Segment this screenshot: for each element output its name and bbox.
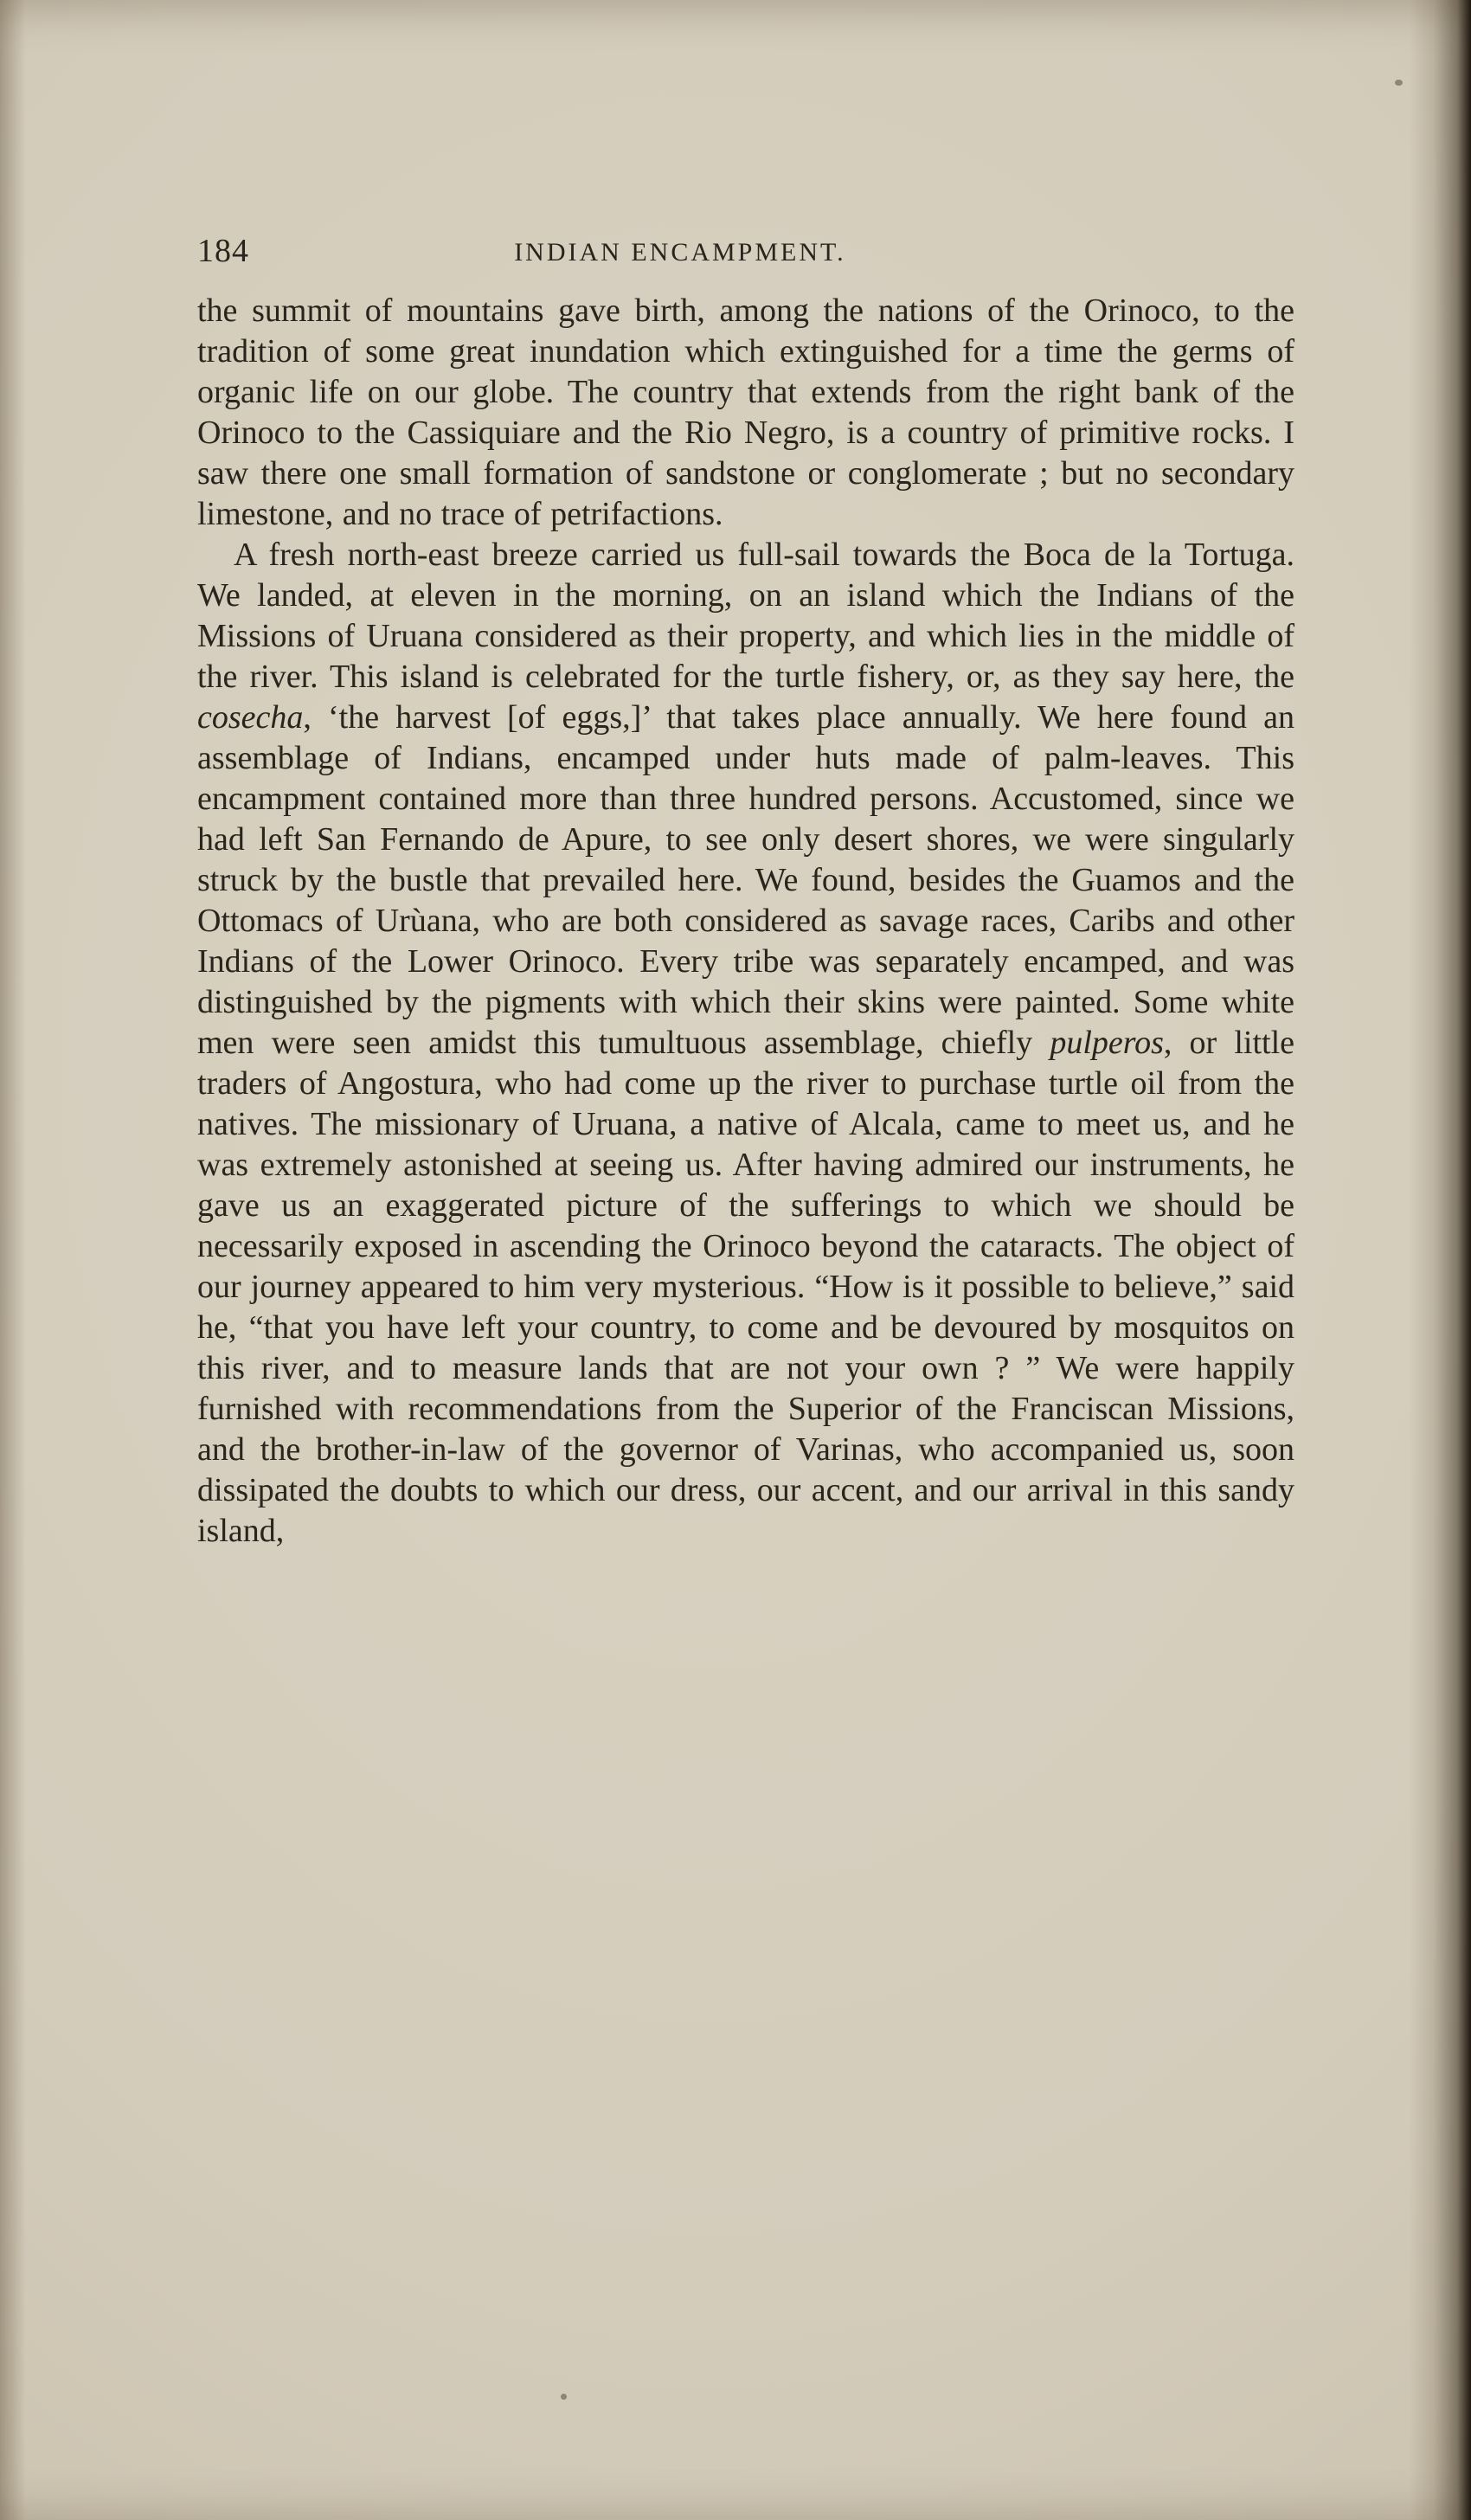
- scan-artifact: [561, 2394, 567, 2400]
- paragraph: [197, 291, 1294, 535]
- paragraph: [197, 535, 1294, 1552]
- text-segment: , or little traders of Angostura, who had come up the river to purchase turtle oil from the natives. The missionary of Uruana, a native of Alcala, came to meet us, and he was extremely astonished at seeing us. After having admired our instruments, he gave us an exaggerated picture of the sufferings to which we should be necessarily exposed in ascending the Orinoco beyond the cataracts. The object of our journey appeared to him very mysterious. “How is it possible to believe,” said he, “that you have left your country, to come and be devoured by mosquitos on this river, and to measure lands that are not your own ? ” We were happily furnished with recommendations from the Superior of the Franciscan Missions, and the brother-in-law of the governor of Varinas, who accompanied us, soon dissipated the doubts to which our dress, our accent, and our arrival in this sandy island,: [197, 1025, 1294, 1549]
- page-body: [197, 291, 1294, 1552]
- page-content: [197, 232, 1294, 1552]
- page-number: 184: [197, 233, 249, 269]
- text-segment: the summit of mountains gave birth, among the nations of the Orinoco, to the tradition of some great inundation which extinguished for a time the germs of organic life on our globe. The country that extends from the right bank of the Orinoco to the Cassiquiare and the Rio Negro, is a country of primitive rocks. I saw there one small formation of sandstone or conglomerate ; but no secondary limestone, and no trace of petrifactions.: [197, 292, 1294, 532]
- text-segment: , ‘the harvest [of eggs,]’ that takes place annually. We here found an assemblage of Indians, encamped under huts made of palm-leaves. This encampment contained more than three hundred persons. Accustomed, since we had left San Fernando de Apure, to see only desert shores, we were singularly struck by the bustle that prevailed here. We found, besides the Guamos and the Ottomacs of Urùana, who are both considered as savage races, Caribs and other Indians of the Lower Orinoco. Every tribe was separately encamped, and was distinguished by the pigments with which their skins were painted. Some white men were seen amidst this tumultuous assemblage, chiefly: [197, 699, 1294, 1061]
- italic-term: pulperos: [1050, 1025, 1164, 1061]
- text-segment: A fresh north-east breeze carried us full-sail towards the Boca de la Tortuga. We landed, at eleven in the morning, on an island which the Indians of the Missions of Uruana considered as their property, and which lies in the middle of the river. This island is celebrated for the turtle fishery, or, as they say here, the: [197, 537, 1294, 695]
- running-header: INDIAN ENCAMPMENT.: [514, 238, 846, 267]
- italic-term: cosecha: [197, 699, 304, 736]
- page-header-row: [197, 232, 1294, 273]
- page-edge-shadow-right: [1409, 0, 1471, 2520]
- scan-artifact: [1395, 80, 1403, 86]
- page-edge-shadow-left: [0, 0, 26, 2520]
